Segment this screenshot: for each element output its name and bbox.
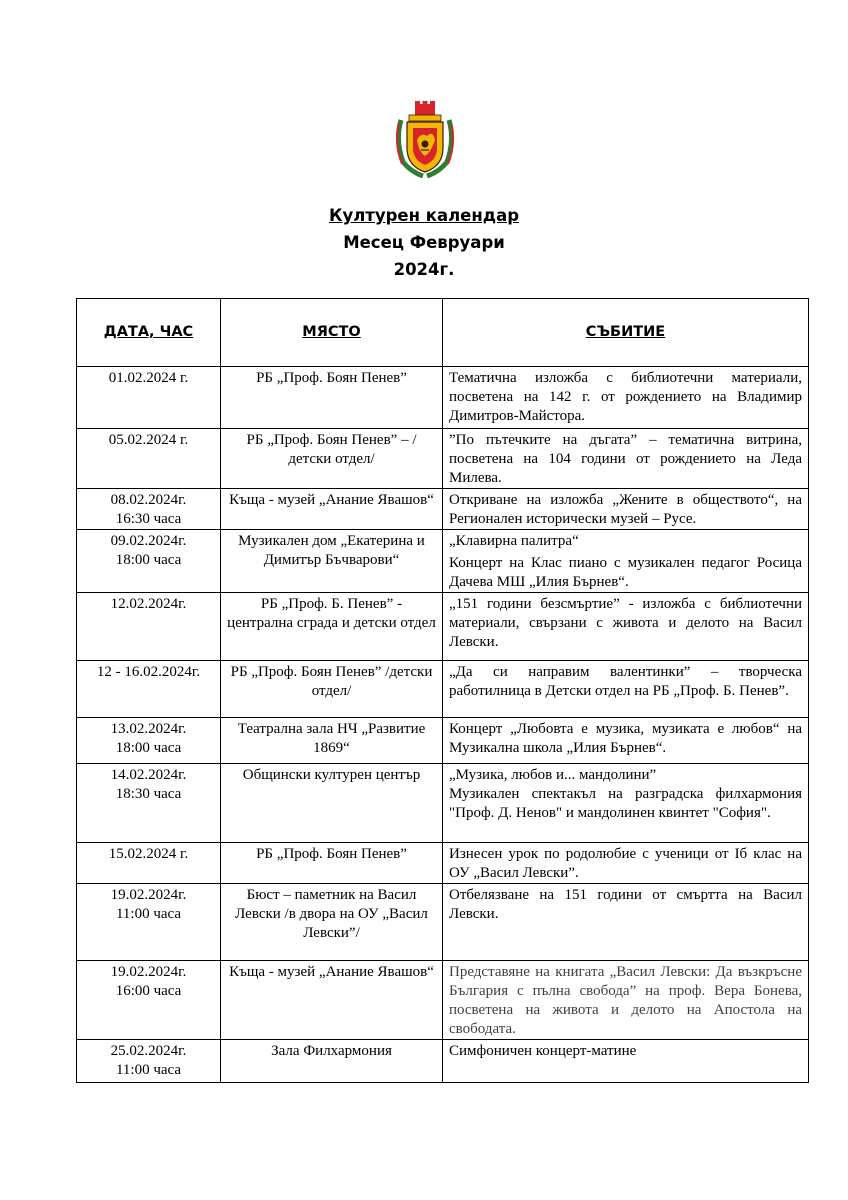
cell-date (77, 429, 221, 489)
event-text: Откриване на изложба „Жените в обществото“, на Регионален исторически музей – Русе. (449, 492, 802, 527)
event-text: Симфоничен концерт-матине (449, 1043, 637, 1059)
time-text: 18:30 часа (115, 786, 182, 802)
date-text: 15.02.2024 г. (108, 846, 189, 862)
date-text: 09.02.2024г. (110, 533, 187, 549)
cell-place: РБ „Проф. Боян Пенев” (221, 843, 443, 884)
date-text: 05.02.2024 г. (108, 432, 189, 448)
cell-event (443, 367, 809, 429)
cell-date (77, 489, 221, 530)
title-line-1: Културен календар (328, 206, 520, 225)
date-text: 14.02.2024г. (110, 767, 187, 783)
cell-place: Къща - музей „Анание Явашов“ (221, 961, 443, 1040)
event-text: Изнесен урок по родолюбие с ученици от Iб клас на ОУ „Васил Левски”. (449, 846, 802, 881)
cell-event (443, 718, 809, 764)
time-text: 11:00 часа (115, 906, 182, 922)
cell-place: Бюст – паметник на Васил Левски /в двора на ОУ „Васил Левски”/ (221, 884, 443, 961)
event-text: Музикален спектакъл на разградска филхармония "Проф. Д. Ненов" и мандолинен квинтет "София". (449, 786, 802, 821)
cell-place: Зала Филхармония (221, 1040, 443, 1083)
time-text: 18:00 часа (115, 740, 182, 756)
title-line-2: Месец Февруари (343, 233, 505, 252)
coat-of-arms-logo (393, 100, 457, 178)
cell-place: РБ „Проф. Боян Пенев” (221, 367, 443, 429)
cell-event (443, 884, 809, 961)
cell-date (77, 843, 221, 884)
cell-event (443, 429, 809, 489)
cell-event (443, 961, 809, 1040)
cell-date (77, 961, 221, 1040)
cell-place: Къща - музей „Анание Явашов“ (221, 489, 443, 530)
table-body (77, 367, 809, 1083)
cell-date (77, 661, 221, 718)
table-row (77, 961, 809, 1040)
title-line-3: 2024г. (393, 260, 455, 279)
cell-date (77, 884, 221, 961)
time-text: 16:00 часа (115, 983, 182, 999)
cell-event (443, 593, 809, 661)
cell-place: Музикален дом „Екатерина и Димитър Бъчварови“ (221, 530, 443, 593)
date-text: 12.02.2024г. (110, 596, 187, 612)
cell-event (443, 530, 809, 593)
table-row (77, 367, 809, 429)
calendar-table (76, 298, 809, 1083)
date-text: 19.02.2024г. (110, 887, 187, 903)
table-row (77, 843, 809, 884)
date-text: 12 - 16.02.2024г. (96, 664, 201, 680)
cell-event (443, 843, 809, 884)
time-text: 16:30 часа (115, 511, 182, 527)
coat-of-arms-icon (393, 100, 457, 178)
time-text: 18:00 часа (115, 552, 182, 568)
table-row (77, 593, 809, 661)
table-row (77, 661, 809, 718)
event-text: „Музика, любов и... мандолини” (449, 767, 657, 783)
event-text: Отбелязване на 151 години от смъртта на Васил Левски. (449, 887, 802, 922)
event-text: Концерт на Клас пиано с музикален педагог Росица Дачева МШ „Илия Бърнев“. (449, 555, 802, 590)
cell-date (77, 1040, 221, 1083)
cell-place: РБ „Проф. Б. Пенев” - централна сграда и детски отдел (221, 593, 443, 661)
date-text: 25.02.2024г. (110, 1043, 187, 1059)
cell-date (77, 530, 221, 593)
time-text: 11:00 часа (115, 1062, 182, 1078)
cell-place: РБ „Проф. Боян Пенев” – /детски отдел/ (221, 429, 443, 489)
date-text: 19.02.2024г. (110, 964, 187, 980)
event-text: „Да си направим валентинки” – творческа работилница в Детски отдел на РБ „Проф. Б. Пенев”. (449, 664, 802, 699)
event-text: „151 години безсмъртие” - изложба с библиотечни материали, свързани с живота и делото на Васил Левски. (449, 596, 802, 650)
table-row (77, 489, 809, 530)
header-date: ДАТА, ЧАС (77, 299, 221, 367)
cell-date (77, 764, 221, 843)
header-event: СЪБИТИЕ (443, 299, 809, 367)
cell-place: Театрална зала НЧ „Развитие 1869“ (221, 718, 443, 764)
header-place: МЯСТО (221, 299, 443, 367)
event-text: ”По пътечките на дъгата” – тематична витрина, посветена на 104 години от рождението на Леда Милева. (449, 432, 802, 486)
date-text: 13.02.2024г. (110, 721, 187, 737)
table-row (77, 764, 809, 843)
table-row (77, 884, 809, 961)
cell-date (77, 367, 221, 429)
cell-place: Общински културен център (221, 764, 443, 843)
cell-date (77, 593, 221, 661)
event-text: Концерт „Любовта е музика, музиката е любов“ на Музикална школа „Илия Бърнев“. (449, 721, 802, 756)
table-header-row (77, 299, 809, 367)
cell-event (443, 489, 809, 530)
cell-event (443, 661, 809, 718)
event-text: Представяне на книгата „Васил Левски: Да възкръсне България с пълна свобода” на проф. Вера Бонева, посветена на живота и делото на Апостола на свободата. (449, 964, 802, 1037)
table-row (77, 530, 809, 593)
date-text: 08.02.2024г. (110, 492, 187, 508)
cell-place: РБ „Проф. Боян Пенев” /детски отдел/ (221, 661, 443, 718)
cell-event (443, 1040, 809, 1083)
table-row (77, 718, 809, 764)
cell-event (443, 764, 809, 843)
event-text: „Клавирна палитра“ (449, 533, 579, 549)
cell-date (77, 718, 221, 764)
table-row (77, 1040, 809, 1083)
document-title (0, 202, 848, 283)
table-row (77, 429, 809, 489)
event-text: Тематична изложба с библиотечни материали, посветена на 142 г. от рождението на Владимир Димитров-Майстора. (449, 370, 802, 424)
date-text: 01.02.2024 г. (108, 370, 189, 386)
